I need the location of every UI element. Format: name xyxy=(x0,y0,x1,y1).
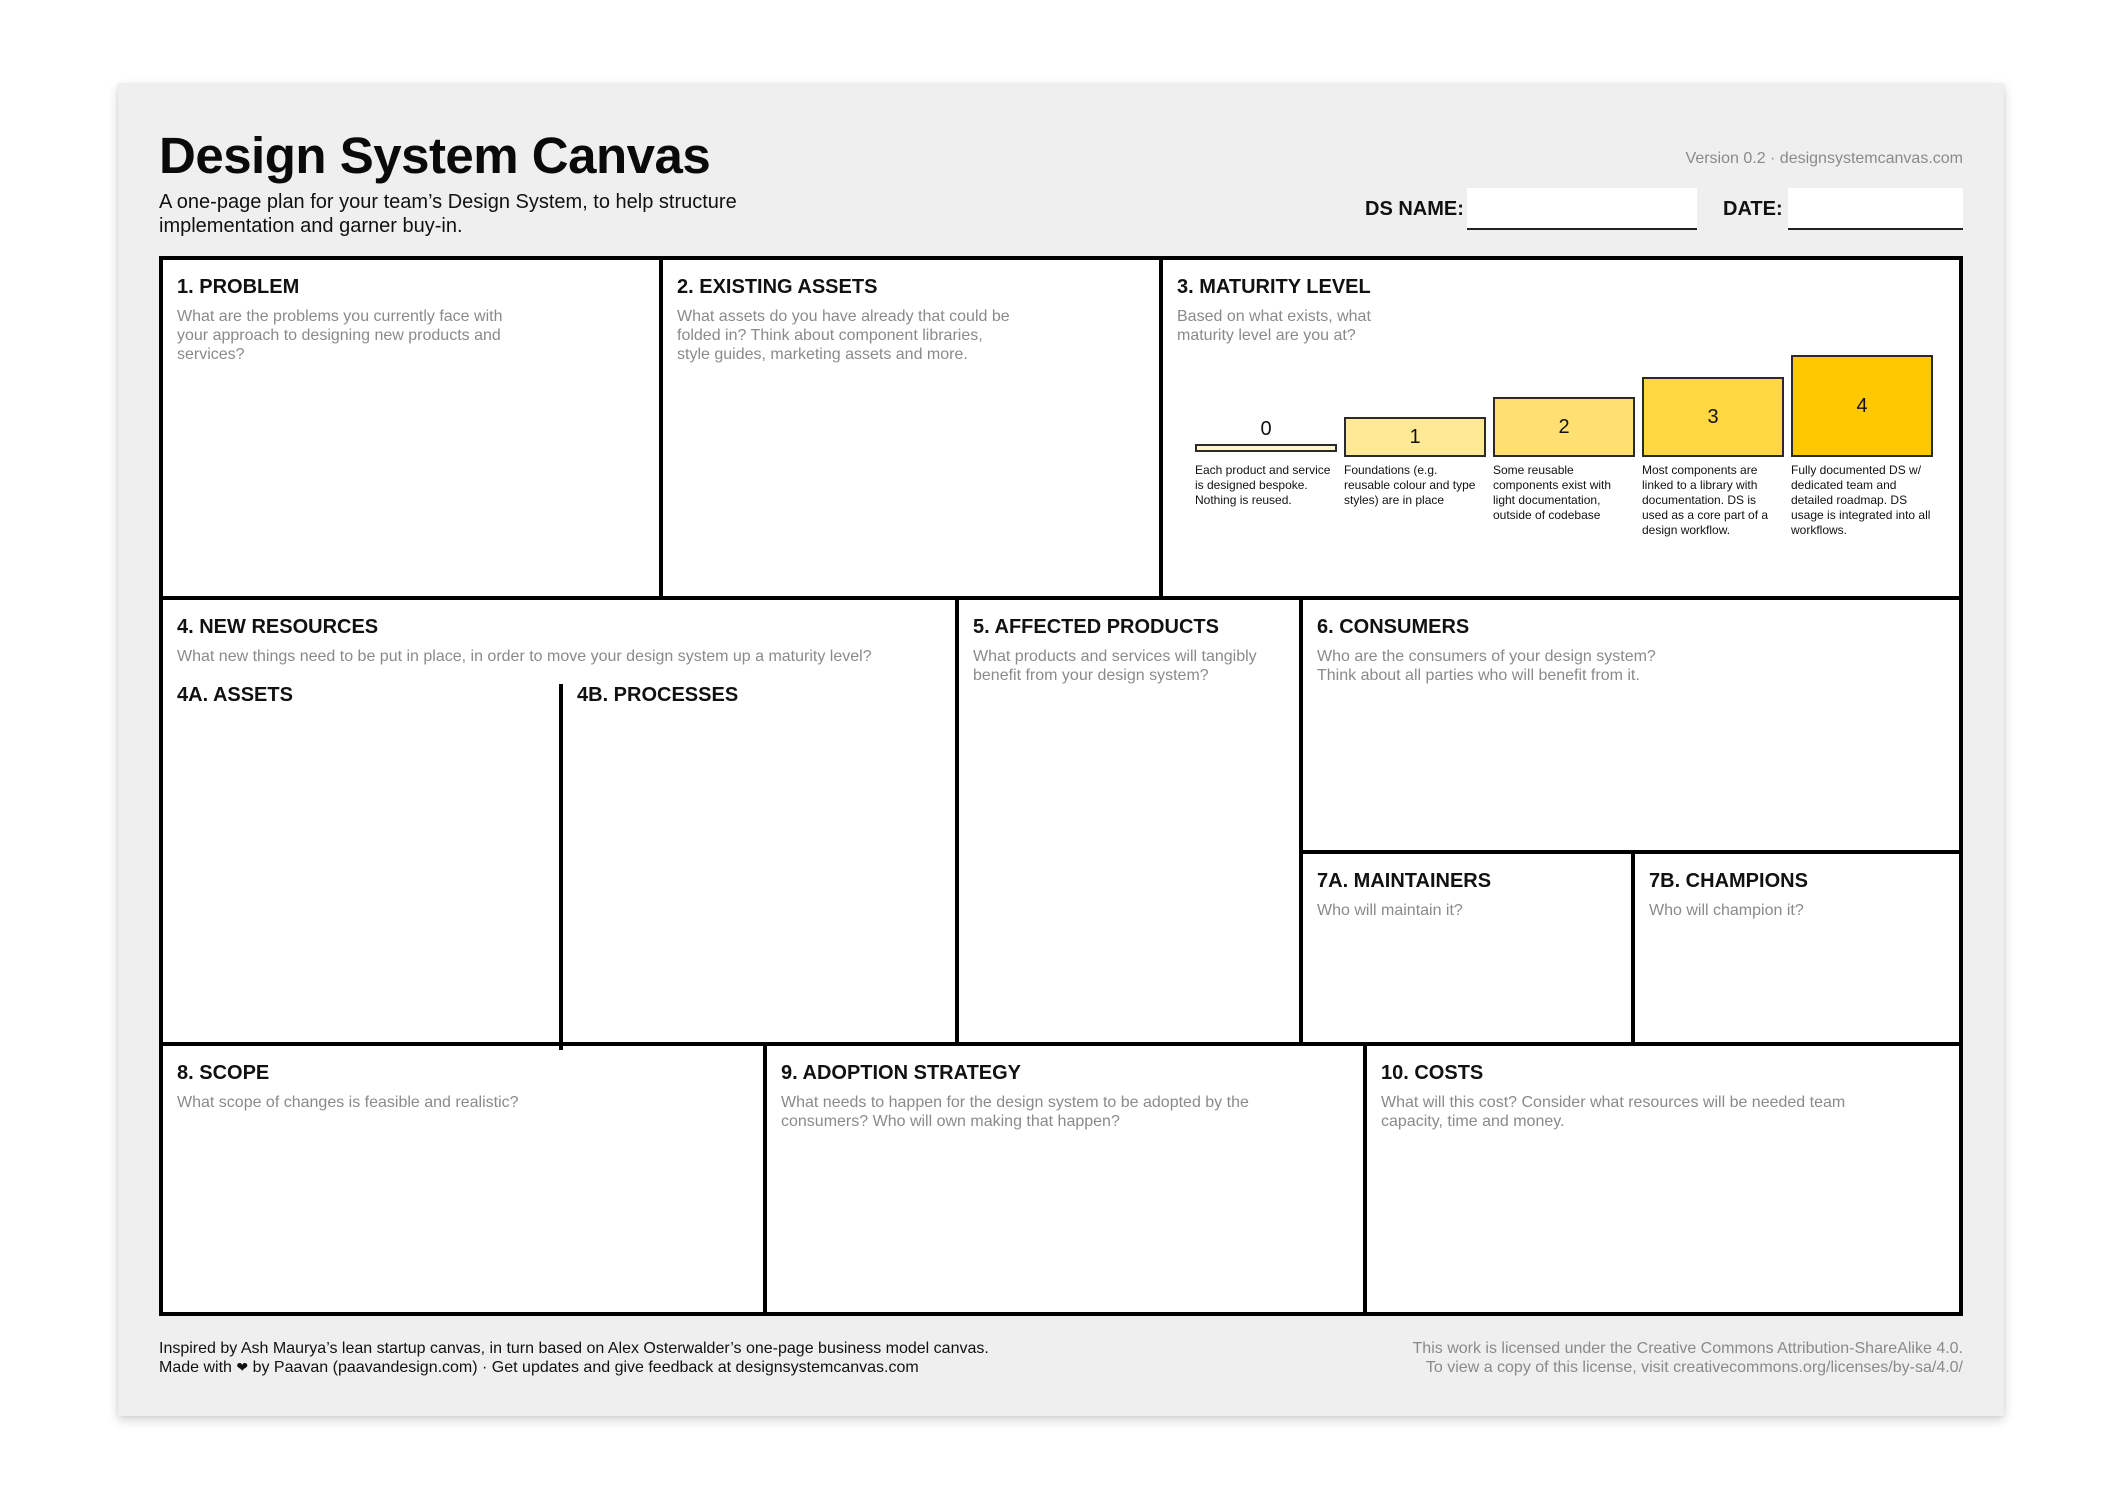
section-title: 6. CONSUMERS xyxy=(1317,616,1470,638)
canvas-sheet xyxy=(118,84,2004,1416)
section-title: 5. AFFECTED PRODUCTS xyxy=(973,616,1219,638)
footer-made-with: Made with xyxy=(159,1359,232,1376)
section-costs[interactable] xyxy=(1363,1042,1959,1312)
description-line: your approach to designing new products and xyxy=(177,327,501,344)
maturity-level-2-label: 2 xyxy=(1558,415,1570,438)
footer-author-link[interactable]: by Paavan (paavandesign.com) · Get updates and give feedback at designsystemcanvas.com xyxy=(252,1359,919,1376)
maturity-level-1-description: Foundations (e.g. reusable colour and type styles) are in place xyxy=(1344,463,1476,507)
page-subtitle xyxy=(159,190,879,238)
description-line: Who are the consumers of your design system? xyxy=(1317,648,1656,665)
heart-icon: ❤ xyxy=(236,1359,249,1375)
footer-credits xyxy=(159,1339,989,1377)
section-description xyxy=(1177,307,1437,345)
section-title: 10. COSTS xyxy=(1381,1062,1484,1084)
section-description xyxy=(1317,647,1917,685)
subtitle-line: implementation and garner buy-in. xyxy=(159,215,463,237)
maturity-level-3-description: Most components are linked to a library with documentation. DS is used as a core part of a design workflow. xyxy=(1642,463,1769,537)
maturity-level-1-bar[interactable] xyxy=(1344,417,1486,457)
footer-line: This work is licensed under the Creative Commons Attribution-ShareAlike 4.0. xyxy=(1412,1340,1963,1357)
section-title: 8. SCOPE xyxy=(177,1062,270,1084)
maturity-level-3-label: 3 xyxy=(1707,405,1719,428)
description-line: What assets do you have already that could be xyxy=(677,308,1010,325)
description-line: services? xyxy=(177,346,245,363)
section-description xyxy=(781,1093,1351,1131)
section-description xyxy=(177,307,597,364)
description-line: benefit from your design system? xyxy=(973,667,1209,684)
description-line: style guides, marketing assets and more. xyxy=(677,346,968,363)
section-affected-products[interactable] xyxy=(955,596,1303,1046)
section-adoption-strategy[interactable] xyxy=(763,1042,1367,1312)
description-line: maturity level are you at? xyxy=(1177,327,1356,344)
maturity-level-4-bar[interactable] xyxy=(1791,355,1933,457)
maturity-level-2-bar[interactable] xyxy=(1493,397,1635,457)
version-text: Version 0.2 · designsystemcanvas.com xyxy=(1685,150,1963,167)
subsection-divider xyxy=(559,684,563,1050)
page-title: Design System Canvas xyxy=(159,127,711,184)
section-description: What new things need to be put in place, in order to move your design system up a maturity level? xyxy=(177,648,872,665)
description-line: What needs to happen for the design system to be adopted by the xyxy=(781,1094,1249,1111)
section-description xyxy=(1381,1093,1941,1131)
section-title: 9. ADOPTION STRATEGY xyxy=(781,1062,1022,1084)
section-new-resources xyxy=(163,596,959,1046)
section-maintainers[interactable] xyxy=(1299,850,1635,1046)
description-line: Think about all parties who will benefit from it. xyxy=(1317,667,1640,684)
description-line: Based on what exists, what xyxy=(1177,308,1371,325)
description-line: What will this cost? Consider what resources will be needed team xyxy=(1381,1094,1846,1111)
maturity-level-1-label: 1 xyxy=(1409,425,1421,448)
maturity-level-0-bar[interactable] xyxy=(1195,444,1337,452)
description-line: capacity, time and money. xyxy=(1381,1113,1565,1130)
section-title: 2. EXISTING ASSETS xyxy=(677,276,878,298)
license-link[interactable]: To view a copy of this license, visit creativecommons.org/licenses/by-sa/4.0/ xyxy=(1425,1359,1963,1376)
description-line: consumers? Who will own making that happen? xyxy=(781,1113,1120,1130)
section-title: 4. NEW RESOURCES xyxy=(177,616,379,638)
ds-name-field[interactable] xyxy=(1467,188,1697,230)
section-description: Who will maintain it? xyxy=(1317,902,1463,919)
date-label: DATE: xyxy=(1723,198,1783,220)
maturity-level-3-bar[interactable] xyxy=(1642,377,1784,457)
description-line: What are the problems you currently face with xyxy=(177,308,503,325)
section-consumers[interactable] xyxy=(1299,596,1959,854)
subtitle-line: A one-page plan for your team’s Design System, to help structure xyxy=(159,191,737,213)
section-title: 7B. CHAMPIONS xyxy=(1649,870,1808,892)
description-line: folded in? Think about component libraries, xyxy=(677,327,983,344)
date-field[interactable] xyxy=(1788,188,1963,230)
section-title: 3. MATURITY LEVEL xyxy=(1177,276,1371,298)
maturity-level-4-label: 4 xyxy=(1856,394,1868,417)
section-champions[interactable] xyxy=(1631,850,1959,1046)
section-problem[interactable] xyxy=(163,260,663,600)
section-maturity-level xyxy=(1159,260,1959,600)
section-description: What scope of changes is feasible and realistic? xyxy=(177,1094,519,1111)
description-line: What products and services will tangibly xyxy=(973,648,1257,665)
section-existing-assets[interactable] xyxy=(659,260,1163,600)
maturity-level-0-label: 0 xyxy=(1260,418,1272,440)
footer-license xyxy=(1413,1339,1963,1377)
section-description xyxy=(677,307,1117,364)
subsection-title: 4B. PROCESSES xyxy=(577,684,739,706)
maturity-level-4-description: Fully documented DS w/ dedicated team and detailed roadmap. DS usage is integrated into all workflows. xyxy=(1791,463,1931,537)
footer-line xyxy=(159,1358,989,1377)
maturity-level-2-description: Some reusable components exist with light documentation, outside of codebase xyxy=(1493,463,1612,522)
section-description xyxy=(973,647,1293,685)
section-title: 1. PROBLEM xyxy=(177,276,300,298)
canvas-grid xyxy=(159,256,1963,1316)
subsection-title: 4A. ASSETS xyxy=(177,684,293,706)
section-title: 7A. MAINTAINERS xyxy=(1317,870,1492,892)
section-scope[interactable] xyxy=(163,1042,767,1312)
maturity-level-0-description: Each product and service is designed bespoke. Nothing is reused. xyxy=(1195,463,1331,507)
section-description: Who will champion it? xyxy=(1649,902,1804,919)
footer-line: Inspired by Ash Maurya’s lean startup canvas, in turn based on Alex Osterwalder’s one-page business model canvas. xyxy=(159,1340,989,1357)
ds-name-label: DS NAME: xyxy=(1365,198,1464,220)
